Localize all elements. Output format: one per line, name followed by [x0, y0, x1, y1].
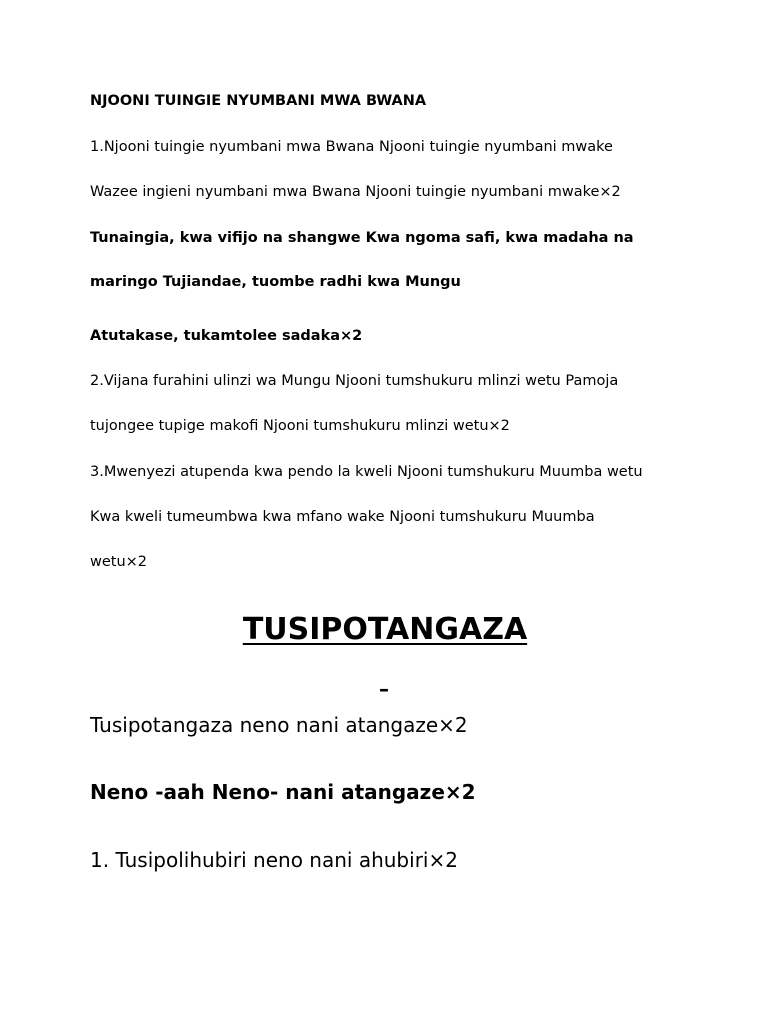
verse-line: wetu×2 — [90, 554, 148, 570]
verse-line: 1.Njooni tuingie nyumbani mwa Bwana Njooni tuingie nyumbani mwake — [90, 139, 613, 155]
verse-line: 2.Vijana furahini ulinzi wa Mungu Njooni tumshukuru mlinzi wetu Pamoja — [90, 373, 619, 389]
song-title-large: TUSIPOTANGAZA — [242, 612, 528, 647]
verse-line: Kwa kweli tumeumbwa kwa mfano wake Njooni tumshukuru Muumba — [90, 509, 595, 525]
verse-line: Wazee ingieni nyumbani mwa Bwana Njooni tuingie nyumbani mwake×2 — [90, 184, 621, 200]
chorus-line-bold: Neno -aah Neno- nani atangaze×2 — [90, 780, 476, 804]
verse-line: tujongee tupige makofi Njooni tumshukuru mlinzi wetu×2 — [90, 418, 510, 434]
verse-line: 1. Tusipolihubiri neno nani ahubiri×2 — [90, 848, 458, 872]
verse-line: 3.Mwenyezi atupenda kwa pendo la kweli Njooni tumshukuru Muumba wetu — [90, 464, 643, 480]
song-title: NJOONI TUINGIE NYUMBANI MWA BWANA — [90, 93, 427, 109]
title-dash: – — [379, 677, 389, 701]
chorus-line: Tusipotangaza neno nani atangaze×2 — [90, 713, 468, 737]
chorus-line: maringo Tujiandae, tuombe radhi kwa Mungu — [90, 274, 461, 290]
chorus-line: Tunaingia, kwa vifijo na shangwe Kwa ngoma safi, kwa madaha na — [90, 230, 634, 246]
chorus-line: Atutakase, tukamtolee sadaka×2 — [90, 328, 363, 344]
